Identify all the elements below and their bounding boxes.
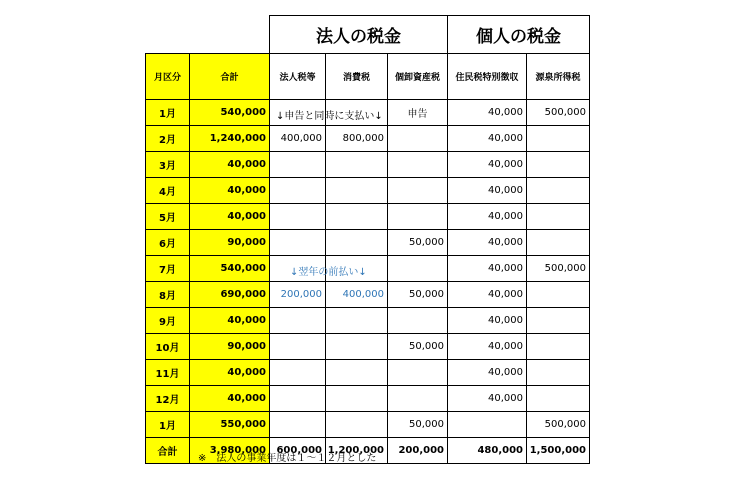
cell-corporate — [270, 152, 326, 178]
cell-consumption — [326, 360, 388, 386]
totals-corporate: 600,000 — [270, 438, 326, 464]
cell-consumption — [326, 386, 388, 412]
totals-label: 合計 — [146, 438, 190, 464]
cell-resident: 40,000 — [448, 334, 527, 360]
cell-resident: 40,000 — [448, 178, 527, 204]
cell-corporate — [270, 334, 326, 360]
cell-asset — [388, 152, 448, 178]
cell-total: 540,000 — [190, 100, 270, 126]
cell-corporate — [270, 412, 326, 438]
table-row — [146, 178, 590, 204]
cell-resident: 40,000 — [448, 282, 527, 308]
cell-corporate — [270, 230, 326, 256]
cell-total: 40,000 — [190, 178, 270, 204]
cell-resident: 40,000 — [448, 386, 527, 412]
cell-total: 40,000 — [190, 308, 270, 334]
totals-consumption: 1,200,000 — [326, 438, 388, 464]
table-row — [146, 126, 590, 152]
cell-month: 9月 — [146, 308, 190, 334]
header-total: 合計 — [190, 54, 270, 100]
cell-resident: 40,000 — [448, 152, 527, 178]
table-row — [146, 230, 590, 256]
table-row — [146, 204, 590, 230]
cell-consumption — [326, 178, 388, 204]
table-row — [146, 100, 590, 126]
cell-month: 4月 — [146, 178, 190, 204]
cell-consumption — [326, 412, 388, 438]
cell-resident: 40,000 — [448, 308, 527, 334]
cell-withholding: 500,000 — [527, 256, 590, 282]
header-consumption: 消費税 — [326, 54, 388, 100]
footnote: ※ 法人の事業年度は１～１２月とした — [198, 453, 377, 464]
cell-asset — [388, 360, 448, 386]
tax-table — [145, 15, 590, 464]
cell-month: 1月 — [146, 100, 190, 126]
cell-corporate — [270, 360, 326, 386]
cell-asset — [388, 204, 448, 230]
cell-corporate — [270, 178, 326, 204]
cell-resident — [448, 412, 527, 438]
prepay-note: ↓翌年の前払い↓ — [290, 267, 367, 278]
cell-total: 550,000 — [190, 412, 270, 438]
cell-month: 2月 — [146, 126, 190, 152]
cell-withholding — [527, 152, 590, 178]
cell-consumption — [326, 334, 388, 360]
cell-asset: 50,000 — [388, 230, 448, 256]
cell-corporate: 400,000 — [270, 126, 326, 152]
cell-asset: 50,000 — [388, 334, 448, 360]
cell-total: 40,000 — [190, 386, 270, 412]
cell-resident: 40,000 — [448, 256, 527, 282]
cell-total: 90,000 — [190, 334, 270, 360]
table-row — [146, 256, 590, 282]
cell-month: 8月 — [146, 282, 190, 308]
header-month: 月区分 — [146, 54, 190, 100]
cell-total: 690,000 — [190, 282, 270, 308]
column-header-row — [146, 54, 590, 100]
table-row — [146, 308, 590, 334]
table-row — [146, 386, 590, 412]
cell-month: 3月 — [146, 152, 190, 178]
cell-month: 6月 — [146, 230, 190, 256]
header-resident: 住民税特別徴収 — [448, 54, 527, 100]
cell-month: 1月 — [146, 412, 190, 438]
cell-resident: 40,000 — [448, 204, 527, 230]
cell-asset: 50,000 — [388, 282, 448, 308]
totals-resident: 480,000 — [448, 438, 527, 464]
table-row — [146, 412, 590, 438]
cell-withholding: 500,000 — [527, 100, 590, 126]
cell-corporate — [270, 100, 383, 126]
header-withholding: 源泉所得税 — [527, 54, 590, 100]
header-asset: 個卸資産税 — [388, 54, 448, 100]
cell-corporate — [270, 386, 326, 412]
cell-month: 12月 — [146, 386, 190, 412]
individual-tax-group: 個人の税金 — [448, 16, 590, 54]
cell-withholding: 500,000 — [527, 412, 590, 438]
cell-asset — [388, 308, 448, 334]
cell-asset — [388, 386, 448, 412]
cell-withholding — [527, 178, 590, 204]
cell-month: 11月 — [146, 360, 190, 386]
group-header-row — [146, 16, 590, 54]
cell-total: 40,000 — [190, 360, 270, 386]
cell-withholding — [527, 334, 590, 360]
cell-resident: 40,000 — [448, 230, 527, 256]
corporate-tax-group: 法人の税金 — [270, 16, 448, 54]
totals-withholding: 1,500,000 — [527, 438, 590, 464]
cell-month: 5月 — [146, 204, 190, 230]
table-row — [146, 334, 590, 360]
cell-month: 7月 — [146, 256, 190, 282]
cell-withholding — [527, 204, 590, 230]
cell-resident: 40,000 — [448, 126, 527, 152]
cell-withholding — [527, 230, 590, 256]
cell-total: 40,000 — [190, 204, 270, 230]
cell-withholding — [527, 360, 590, 386]
cell-month: 10月 — [146, 334, 190, 360]
cell-withholding — [527, 126, 590, 152]
cell-resident: 40,000 — [448, 360, 527, 386]
cell-corporate — [270, 308, 326, 334]
cell-consumption: 400,000 — [326, 282, 388, 308]
cell-corporate — [270, 256, 367, 282]
cell-consumption — [326, 230, 388, 256]
cell-total: 1,240,000 — [190, 126, 270, 152]
filing-note: ↓申告と同時に支払い↓ — [276, 111, 383, 122]
header-corporate: 法人税等 — [270, 54, 326, 100]
cell-asset: 申告 — [388, 100, 448, 126]
cell-asset: 50,000 — [388, 412, 448, 438]
cell-consumption — [326, 204, 388, 230]
cell-withholding — [527, 386, 590, 412]
totals-asset: 200,000 — [388, 438, 448, 464]
cell-corporate — [270, 204, 326, 230]
table-row — [146, 282, 590, 308]
cell-corporate: 200,000 — [270, 282, 326, 308]
cell-consumption — [326, 152, 388, 178]
cell-consumption — [326, 308, 388, 334]
cell-total: 540,000 — [190, 256, 270, 282]
cell-withholding — [527, 308, 590, 334]
cell-resident: 40,000 — [448, 100, 527, 126]
tax-schedule — [145, 15, 590, 464]
cell-consumption: 800,000 — [326, 126, 388, 152]
cell-withholding — [527, 282, 590, 308]
cell-total: 40,000 — [190, 152, 270, 178]
table-row — [146, 360, 590, 386]
cell-asset — [388, 126, 448, 152]
table-row — [146, 152, 590, 178]
totals-total: 3,980,000 — [190, 438, 270, 464]
cell-asset — [388, 178, 448, 204]
cell-total: 90,000 — [190, 230, 270, 256]
cell-asset — [388, 256, 448, 282]
